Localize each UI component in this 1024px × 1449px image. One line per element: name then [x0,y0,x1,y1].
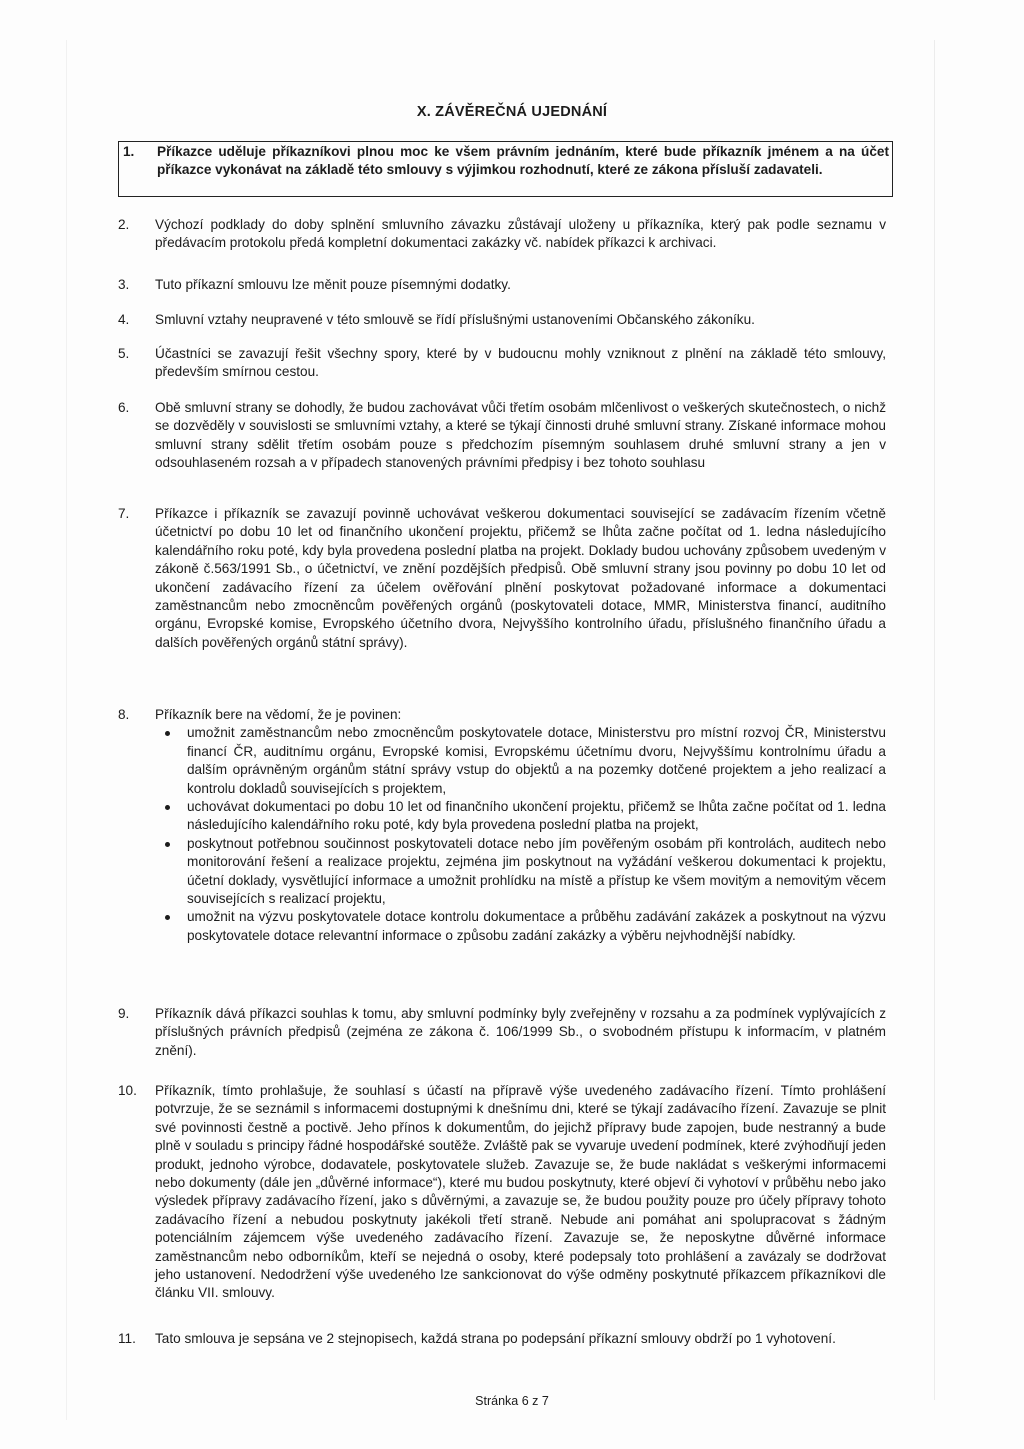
clause-6 [118,399,886,473]
list-item: umožnit zaměstnancům nebo zmocněncům poskytovatele dotace, Ministerstvu pro místní rozvoj ČR, Ministerstvu financí ČR, auditnímu orgánu, Evropské komisi, Evropskému účetnímu dvoru, Nejvyššímu kontrolnímu úřadu a dalším oprávněným orgánům státní správy vstup do objektů a na pozemky dotčené projektem a jeho realizací a kontrolu dokladů souvisejících s projektem, [155,724,886,798]
clause-number: 4. [118,312,130,327]
clause-7 [118,505,886,652]
obligations-list [155,724,886,945]
clause-text: Příkazce uděluje příkazníkovi plnou moc ke všem právním jednáním, které bude příkazník jménem a na účet příkazce vykonávat na základě této smlouvy s výjimkou rozhodnutí, které ze zákona přísluší zadavateli. [157,144,889,178]
clause-text: Smluvní vztahy neupravené v této smlouvě se řídí příslušnými ustanoveními Občanského zákoníku. [155,312,755,327]
clause-text: Příkazník dává příkazci souhlas k tomu, aby smluvní podmínky byly zveřejněny v rozsahu a za podmínek vyplývajících z příslušných právních předpisů (zejména ze zákona č. 106/1999 Sb., o svobodném přístupu k informacím, v platném znění). [155,1006,886,1058]
bullet-icon [165,805,170,810]
clause-2 [118,216,886,253]
clause-text: Příkazník bere na vědomí, že je povinen: [155,707,402,722]
page-number: Stránka 6 z 7 [475,1394,549,1408]
clause-8 [118,706,886,945]
section-heading: X. ZÁVĚREČNÁ UJEDNÁNÍ [416,104,608,120]
clause-text: Účastníci se zavazují řešit všechny spory, které by v budoucnu mohly vzniknout z plnění na základě této smlouvy, především smírnou cestou. [155,346,886,380]
clause-text: Příkazce i příkazník se zavazují povinně uchovávat veškerou dokumentaci související se zadávacím řízením včetně účetnictví po dobu 10 let od finančního ukončení projektu, přičemž se lhůta začne počítat od 1. ledna následujícího kalendářního roku poté, kdy byla provedena poslední platba na projekt. Doklady budou uchovány způsobem uvedeným v zákoně č.563/1991 Sb., o účetnictví, ve znění pozdějších předpisů. Obě smluvní strany jsou povinny po dobu 10 let od ukončení zadávacího řízení za účelem ověřování plnění poskytovat požadované informace a dokumentaci zaměstnancům nebo zmocněncům pověřených orgánů (poskytovateli dotace, MMR, Ministerstva financí, auditního orgánu, Evropské komise, Evropského účetního dvora, Nejvyššího kontrolního úřadu, příslušného finančního úřadu a dalších pověřených orgánů státní správy). [155,506,886,650]
clause-number: 5. [118,346,130,361]
clause-text: Příkazník, tímto prohlašuje, že souhlasí s účastí na přípravě výše uvedeného zadávacího řízení. Tímto prohlášení potvrzuje, že se seznámil s informacemi dostupnými k dnešnímu dni, které se týkají zadávacího řízení. Zavazuje se plnit své povinnosti čestně a poctivě. Jeho přínos k dokumentům, do jejichž přípravy bude zapojen, bude nestranný a bude plně v souladu s principy řádné hospodářské soutěže. Zvláště pak se vyvaruje uvedení podmínek, které zvýhodňují jeden produkt, jednoho výrobce, dodavatele, poskytovatele služeb. Zavazuje se, že bude nakládat s veškerými informacemi nebo dokumenty (dále jen „důvěrné informace“), které mu budou poskytnuty, které objeví či vyhotoví v průběhu nebo jako výsledek přípravy zadávacího řízení, jako s důvěrnými, a zavazuje se, že budou použity pouze pro účely přípravy tohoto zadávacího řízení a nebudou poskytnuty jakékoli třetí straně. Nebude ani pomáhat ani spolupracovat s žádným potenciálním zájemcem výše uvedeného zadávacího řízení. Zavazuje se, že neposkytne důvěrné informace zaměstnancům nebo odborníkům, kteří se nejedná o osoby, které podepsaly toto prohlášení a zavázaly se dodržovat jeho ustanovení. Nedodržení výše uvedeného lze sankcionovat do výše odměny poskytnuté příkazcem příkazníkovi dle článku VII. smlouvy. [155,1083,886,1301]
clause-number: 10. [118,1083,137,1098]
clause-number: 1. [123,144,135,159]
clause-number: 9. [118,1006,130,1021]
clause-1 [123,143,889,180]
bullet-icon [165,915,170,920]
scan-edge-left [66,40,67,1420]
clause-number: 2. [118,217,130,232]
clause-number: 7. [118,506,130,521]
clause-5 [118,345,886,382]
clause-number: 3. [118,277,130,292]
bullet-icon [165,731,170,736]
clause-9 [118,1005,886,1060]
list-item: uchovávat dokumentaci po dobu 10 let od finančního ukončení projektu, přičemž se lhůta začne počítat od 1. ledna následujícího kalendářního roku poté, kdy byla provedena poslední platba na projekt, [155,798,886,835]
clause-4 [118,311,886,329]
clause-text: Tuto příkazní smlouvu lze měnit pouze písemnými dodatky. [155,277,511,292]
clause-number: 6. [118,400,130,415]
scan-edge-right [934,40,935,1400]
list-item: poskytnout potřebnou součinnost poskytovateli dotace nebo jím pověřeným osobám při kontrolách, auditech nebo monitorování řešení a realizace projektu, zejména jim poskytnout na vyžádání veškerou dokumentaci k projektu, účetní doklady, vysvětlující informace a umožnit prohlídku na místě a přístup ke všem movitým a nemovitým věcem souvisejících s realizací projektu, [155,835,886,909]
clause-10 [118,1082,886,1303]
clause-number: 11. [118,1331,136,1346]
bullet-icon [165,842,170,847]
clause-number: 8. [118,707,130,722]
clause-1-box [118,141,893,197]
clause-text: Výchozí podklady do doby splnění smluvního závazku zůstávají uloženy u příkazníka, který pak podle seznamu v předávacím protokolu předá kompletní dokumentaci zakázky vč. nabídek příkazci k archivaci. [155,217,886,251]
clause-text: Tato smlouva je sepsána ve 2 stejnopisech, každá strana po podepsání příkazní smlouvy obdrží po 1 vyhotovení. [155,1331,836,1346]
clause-11 [118,1330,886,1348]
clause-text: Obě smluvní strany se dohodly, že budou zachovávat vůči třetím osobám mlčenlivost o veškerých skutečnostech, o nichž se dozvěděly v souvislosti se smluvními vztahy, a které se týkají činnosti druhé smluvní strany. Získané informace mohou smluvní strany sdělit třetím osobám pouze s předchozím písemným souhlasem druhé smluvní strany a jen v odsouhlaseném rozsah a v případech stanovených právními předpisy i bez tohoto souhlasu [155,400,886,471]
clause-3 [118,276,886,294]
list-item: umožnit na výzvu poskytovatele dotace kontrolu dokumentace a průběhu zadávání zakázek a poskytnout na výzvu poskytovatele dotace relevantní informace o způsobu zadání zakázky a výběru nejvhodnější nabídky. [155,908,886,945]
